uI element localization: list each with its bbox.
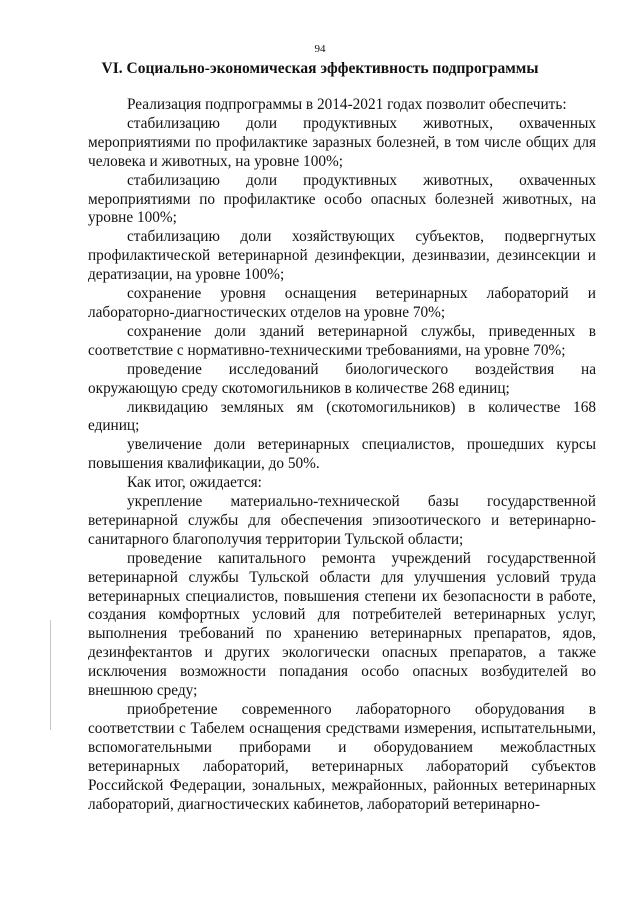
paragraph: проведение исследований биологического воздействия на окружающую среду скотомогильников в количестве 268 единиц;: [88, 360, 596, 397]
paragraph: ликвидацию земляных ям (скотомогильников) в количестве 168 единиц;: [88, 398, 596, 435]
paragraph: сохранение доли зданий ветеринарной службы, приведенных в соответствие с нормативно-техническими требованиями, на уровне 70%;: [88, 322, 596, 359]
paragraph: приобретение современного лабораторного оборудования в соответствии с Табелем оснащения средствами измерения, испытательными, вспомогательными приборами и оборудованием межобластных ветеринарных лабораторий, ветеринарных лабораторий субъектов Российской Федерации, зональных, межрайонных, районных ветеринарных лабораторий, диагностических кабинетов, лабораторий ветеринарно-: [88, 701, 596, 813]
section-heading: VI. Социально-экономическая эффективность подпрограммы: [101, 60, 539, 77]
page-number: 94: [314, 43, 326, 55]
paragraph: стабилизацию доли продуктивных животных, охваченных мероприятиями по профилактике особо опасных болезней животных, на уровне 100%;: [88, 171, 596, 227]
body-text: [88, 96, 596, 814]
paragraph: сохранение уровня оснащения ветеринарных лабораторий и лабораторно-диагностических отделов на уровне 70%;: [88, 285, 596, 321]
paragraph: стабилизацию доли продуктивных животных, охваченных мероприятиями по профилактике заразных болезней, в том числе общих для человека и животных, на уровне 100%;: [88, 114, 596, 170]
scan-margin-line: [50, 620, 51, 730]
paragraph-summary-intro: Как итог, ожидается:: [127, 474, 262, 492]
paragraph-intro: Реализация подпрограммы в 2014-2021 годах позволит обеспечить:: [127, 96, 567, 113]
paragraph: укрепление материально-технической базы государственной ветеринарной службы для обеспечения эпизоотического и ветеринарно-санитарного благополучия территории Тульской области;: [88, 493, 596, 548]
paragraph: увеличение доли ветеринарных специалистов, прошедших курсы повышения квалификации, до 50%.: [88, 436, 596, 473]
paragraph: стабилизацию доли хозяйствующих субъектов, подвергнутых профилактической ветеринарной дезинфекции, дезинвазии, дезинсекции и дератизации, на уровне 100%;: [88, 228, 596, 284]
paragraph: проведение капитального ремонта учреждений государственной ветеринарной службы Тульской области для улучшения условий труда ветеринарных специалистов, повышения степени их безопасности в работе, создания комфортных условий для потребителей ветеринарных услуг, выполнения требований по хранению ветеринарных препаратов, ядов, дезинфектантов и других экологически опасных препаратов, а также исключения возможности попадания особо опасных возбудителей во внешнюю среду;: [88, 549, 596, 700]
